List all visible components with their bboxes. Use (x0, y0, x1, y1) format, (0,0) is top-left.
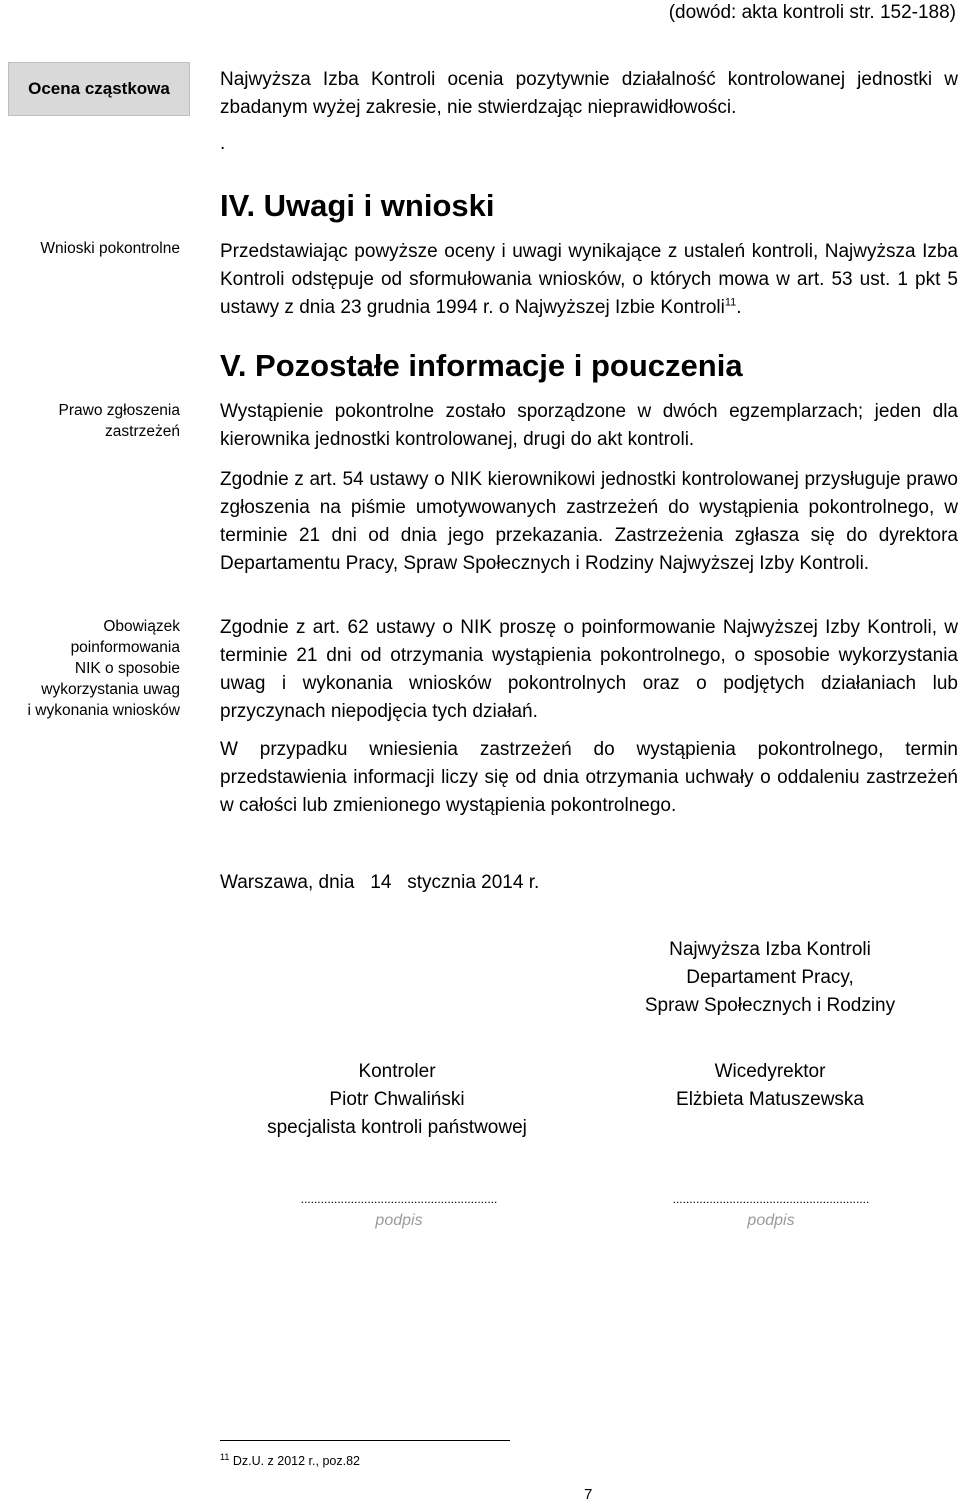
signature-right-line (636, 1192, 906, 1230)
sidebar-label-obowiazek-line: wykorzystania uwag (41, 681, 180, 698)
signature-left-line (264, 1192, 534, 1230)
sidebar-label-prawo-line2: zastrzeżeń (105, 423, 180, 440)
signatory-role: Wicedyrektor (714, 1061, 826, 1082)
footnote-divider (220, 1440, 510, 1441)
signatory-title: specjalista kontroli państwowej (267, 1117, 527, 1138)
sidebar-label-obowiazek-line: poinformowania (70, 639, 180, 656)
footnote-reference: 11 (724, 296, 737, 309)
institution-block (600, 936, 940, 1020)
signatory-name: Elżbieta Matuszewska (676, 1089, 864, 1110)
institution-line: Najwyższa Izba Kontroli (669, 939, 871, 960)
section-v-paragraph-2: Zgodnie z art. 54 ustawy o NIK kierownikowi jednostki kontrolowanej przysługuje prawo zgłoszenia na piśmie umotywowanych zastrzeżeń do wystąpienia pokontrolnego, w terminie 21 dni od dnia jego przekazania. Zastrzeżenia zgłasza się do dyrektora Departamentu Pracy, Spraw Społecznych i Rodziny Najwyższej Izby Kontroli. (220, 469, 958, 574)
sidebar-label-obowiazek-line: NIK o sposobie (74, 660, 180, 677)
section-v-paragraph-4: W przypadku wniesienia zastrzeżeń do wystąpienia pokontrolnego, termin przedstawienia informacji liczy się od dnia otrzymania uchwały o oddaleniu zastrzeżeń w całości lub zmienionego wystąpienia pokontrolnego. (220, 739, 958, 816)
section-v-paragraph-3: Zgodnie z art. 62 ustawy o NIK proszę o poinformowanie Najwyższej Izby Kontroli, w terminie 21 dni od otrzymania wystąpienia pokontrolnego, o sposobie wykorzystania uwag i wykonania wniosków pokontrolnych oraz o podjętych działaniach lub przyczynach niepodjęcia tych działań. (220, 617, 958, 722)
institution-line: Departament Pracy, (686, 967, 854, 988)
signature-label: podpis (375, 1212, 423, 1229)
footnote-text: Dz.U. z 2012 r., poz.82 (232, 1454, 360, 1468)
sidebar-label-obowiazek-line: i wykonania wniosków (27, 702, 180, 719)
sidebar-label-obowiazek-line: Obowiązek (103, 618, 180, 635)
sidebar-label-prawo-line1: Prawo zgłoszenia (58, 402, 180, 419)
signature-label: podpis (747, 1212, 795, 1229)
signature-right (620, 1058, 920, 1114)
section-iv-heading: IV. Uwagi i wnioski (220, 188, 495, 223)
sidebar-label-obowiazek (8, 616, 180, 721)
signature-left (240, 1058, 554, 1142)
institution-line: Spraw Społecznych i Rodziny (644, 995, 896, 1016)
section-iv-end: . (736, 297, 742, 318)
section-v-paragraph-1: Wystąpienie pokontrolne zostało sporządzone w dwóch egzemplarzach; jeden dla kierownika jednostki kontrolowanej, drugi do akt kontroli. (220, 401, 958, 450)
signatory-role: Kontroler (358, 1061, 436, 1082)
page-number: 7 (584, 1486, 593, 1503)
signatory-name: Piotr Chwaliński (329, 1089, 465, 1110)
signature-dots: ........................................................... (672, 1192, 870, 1206)
sidebar-label-wnioski: Wnioski pokontrolne (40, 240, 180, 257)
section-v-heading: V. Pozostałe informacje i pouczenia (220, 348, 743, 383)
section-iv-text: Przedstawiając powyższe oceny i uwagi wynikające z ustaleń kontroli, Najwyższa Izba Kontroli odstępuje od sformułowania wniosków, o których mowa w art. 53 ust. 1 pkt 5 ustawy z dnia 23 grudnia 1994 r. o Najwyższej Izbie Kontroli (220, 241, 958, 318)
separator-dot: . (220, 133, 226, 154)
signature-dots: ........................................................... (300, 1192, 498, 1206)
footnote (220, 1451, 360, 1468)
section-iv-paragraph (220, 238, 958, 322)
sidebar-label-prawo (8, 400, 180, 442)
evidence-reference: (dowód: akta kontroli str. 152-188) (668, 2, 956, 23)
date-line: Warszawa, dnia 14 stycznia 2014 r. (220, 872, 540, 893)
footnote-number: 11 (220, 1451, 230, 1462)
sidebar-box-title: Ocena cząstkowa (28, 79, 170, 98)
assessment-paragraph: Najwyższa Izba Kontroli ocenia pozytywnie działalność kontrolowanej jednostki w zbadanym wyżej zakresie, nie stwierdzając nieprawidłowości. (220, 69, 958, 118)
sidebar-box-ocena (8, 62, 190, 116)
